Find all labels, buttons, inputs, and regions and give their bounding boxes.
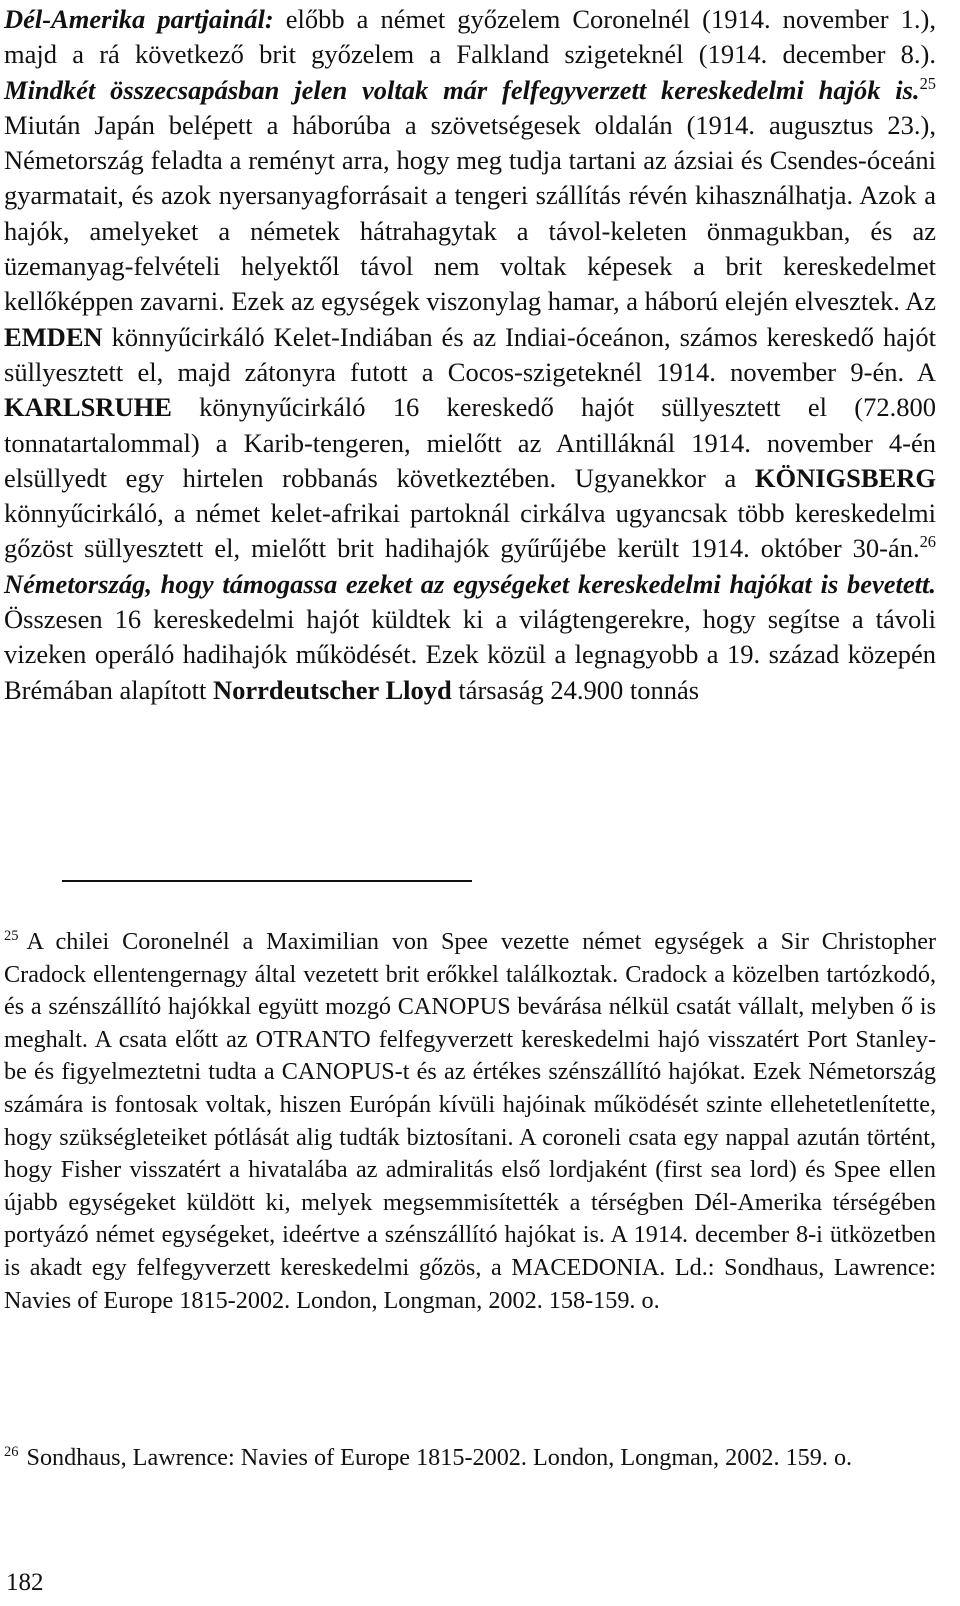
- text-run: könynyűcirkáló 16 kereskedő hajót süllyesztett el (72.800 tonnatartalommal) a Karib-tengeren, mielőtt az Antilláknál 1914. november 4-én elsüllyedt egy hirtelen robbanás következtében. Ugyanekkor a: [4, 392, 936, 493]
- company-name: Norrdeutscher Lloyd: [213, 674, 452, 705]
- text-run: Miután Japán belépett a háborúba a szövetségesek oldalán (1914. augusztus 23.), Németország feladta a reményt arra, hogy meg tudja tartani az ázsiai és Csendes-óceáni gyarmatait, és azok nyersanyagforrásait a tengeri szállítás révén kihasználhatja. Azok a hajók, amelyeket a németek hátrahagytak a távol-keleten önmagukban, és az üzemanyag-felvételi helyektől távol nem voltak képesek a brit kereskedelmet kellőképpen zavarni. Ezek az egységek viszonylag hamar, a háború elején elvesztek. Az: [4, 109, 936, 317]
- text-run: könnyűcirkáló, a német kelet-afrikai partoknál cirkálva ugyancsak több kereskedelmi gőzöst süllyesztett el, mielőtt brit hadihajók gyűrűjébe került 1914. október 30-án.: [4, 498, 936, 564]
- ship-name-emden: EMDEN: [4, 321, 103, 352]
- emphasis-phrase: Mindkét összecsapásban jelen voltak már felfegyverzett kereskedelmi hajók is.: [4, 74, 920, 105]
- ship-name-konigsberg: KÖNIGSBERG: [754, 462, 936, 493]
- page: [4, 2, 936, 708]
- text-run: könnyűcirkáló Kelet-Indiában és az Indiai-óceánon, számos kereskedő hajót süllyesztett el, majd zátonyra futott a Cocos-szigeteknél 1914. november 9-én. A: [4, 321, 936, 387]
- footnote-ref-26: 26: [919, 532, 936, 552]
- lead-phrase: Dél-Amerika partjainál:: [4, 4, 274, 34]
- text-run: előbb a német győzelem Coronelnél (1914. november 1.), majd a rá következő brit győzelem a Falkland szigeteknél (1914. december 8.).: [4, 4, 937, 70]
- footnote-text: A chilei Coronelnél a Maximilian von Spee vezette német egységek a Sir Christopher Cradock ellentengernagy által vezetett brit erőkkel találkoztak. Cradock a közelben tartózkodó, és a szénszállító hajókkal együtt mozgó CANOPUS bevárása nélkül csatát vállalt, melyben ő is meghalt. A csata előtt az OTRANTO felfegyverzett kereskedelmi hajó visszatért Port Stanley-be és figyelmeztetni tudta a CANOPUS-t és az értékes szénszállító hajókat. Ezek Németország számára is fontosak voltak, hiszen Európán kívüli hajóinak működését szinte ellehetetlenítette, hogy szükségleteiket pótlását alig tudták biztosítani. A coroneli csata egy nappal azután történt, hogy Fisher visszatért a hivatalába az admiralitás első lordjaként (first sea lord) és Spee ellen újabb egységeket küldött ki, melyek megsemmisítették a térségben Dél-Amerika térségében portyázó német egységeket, ideértve a szénszállító hajókat is. A 1914. december 8-i ütközetben is akadt egy felfegyverzett kereskedelmi gőzös, a MACEDONIA. Ld.: Sondhaus, Lawrence: Navies of Europe 1815-2002. London, Longman, 2002. 158-159. o.: [4, 928, 936, 1314]
- ship-name-karlsruhe: KARLSRUHE: [4, 392, 172, 423]
- footnote-ref-25: 25: [919, 73, 936, 93]
- footnote-number: 25: [4, 927, 19, 944]
- text-run: társaság 24.900 tonnás: [451, 674, 700, 705]
- page-number: 182: [6, 1569, 44, 1596]
- text-run: Összesen 16 kereskedelmi hajót küldtek ki a világtengerekre, hogy segítse a távoli vizeken operáló hadihajók működését. Ezek közül a legnagyobb a 19. század közepén Brémában alapított: [4, 604, 936, 705]
- body-paragraph: [4, 2, 936, 708]
- footnote-number: 26: [4, 1443, 19, 1460]
- footnote-25: [4, 926, 936, 1317]
- footnote-separator: [62, 880, 472, 882]
- footnote-text: Sondhaus, Lawrence: Navies of Europe 1815-2002. London, Longman, 2002. 159. o.: [26, 1444, 853, 1471]
- emphasis-phrase: Németország, hogy támogassa ezeket az egységeket kereskedelmi hajókat is bevetett.: [4, 568, 936, 599]
- footnote-26: [4, 1442, 936, 1475]
